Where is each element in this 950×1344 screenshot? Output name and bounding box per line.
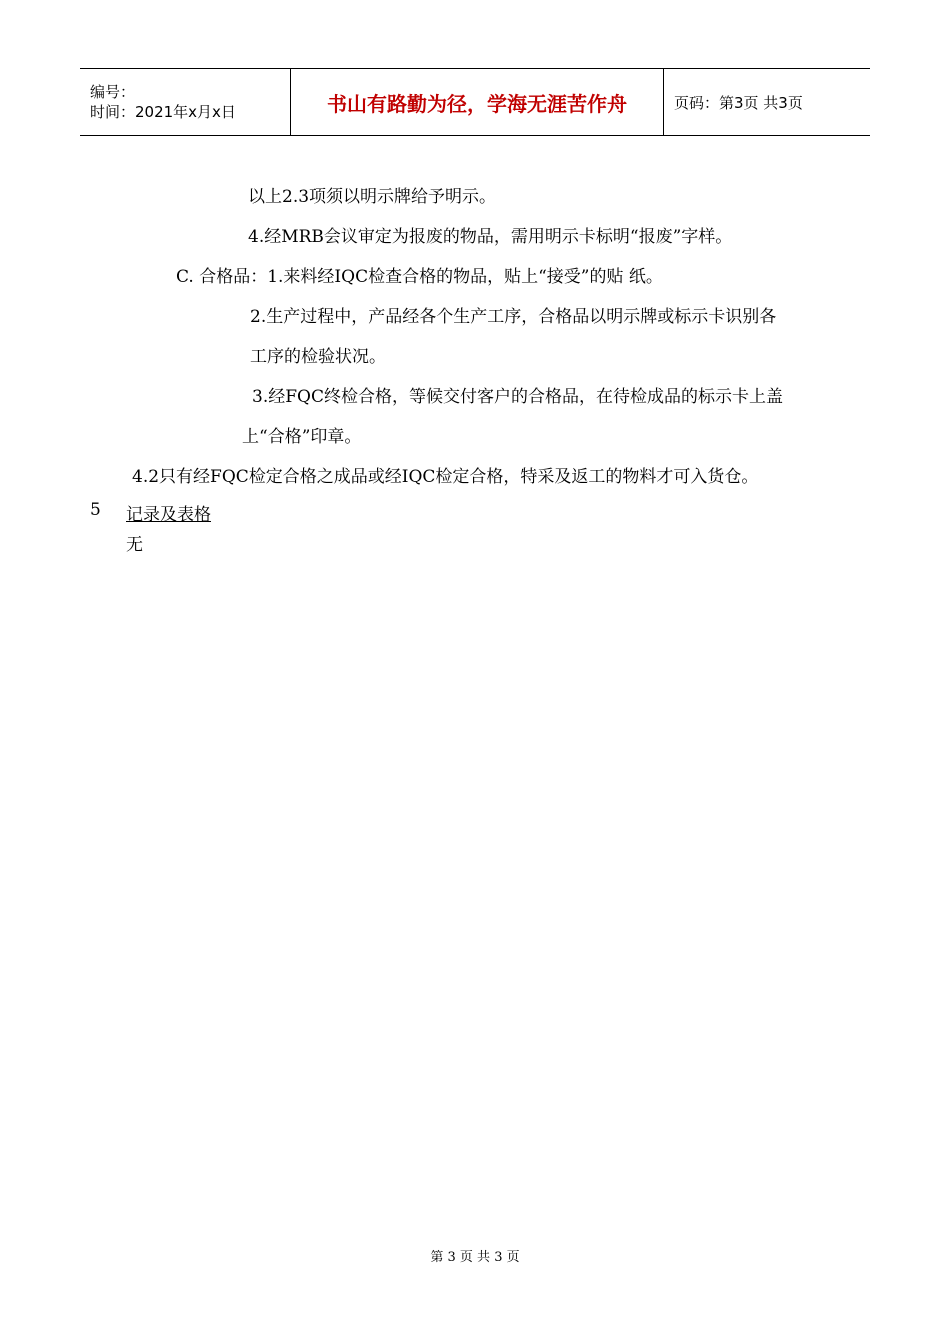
section-5-title: 记录及表格 [126,505,211,525]
body-line-1: 以上2.3项须以明示牌给予明示。 [248,187,497,207]
header-info-cell [80,69,291,136]
page-footer: 第 3 页 共 3 页 [430,1250,520,1265]
body-line-6: 3.经FQC终检合格，等候交付客户的合格品，在待检成品的标示卡上盖 [252,387,783,407]
header-page-label: 页码：第3页 共3页 [664,69,871,136]
document-header [80,68,870,136]
body-line-5: 工序的检验状况。 [250,347,386,367]
body-line-2: 4.经MRB会议审定为报废的物品，需用明示卡标明“报废”字样。 [248,227,733,247]
body-line-4: 2.生产过程中，产品经各个生产工序，合格品以明示牌或标示卡识别各 [250,307,777,327]
time-label: 时间：2021年x月x日 [90,103,236,121]
body-line-8: 4.2只有经FQC检定合格之成品或经IQC检定合格，特采及返工的物料才可入货仓。 [132,467,759,487]
number-label: 编号： [90,83,136,101]
header-motto: 书山有路勤为径，学海无涯苦作舟 [291,69,664,136]
section-5-number: 5 [90,500,101,520]
body-line-7: 上“合格”印章。 [242,427,362,447]
section-5-content: 无 [126,535,143,555]
body-line-3: C. 合格品：1.来料经IQC检查合格的物品，贴上“接受”的贴 纸。 [176,267,663,287]
